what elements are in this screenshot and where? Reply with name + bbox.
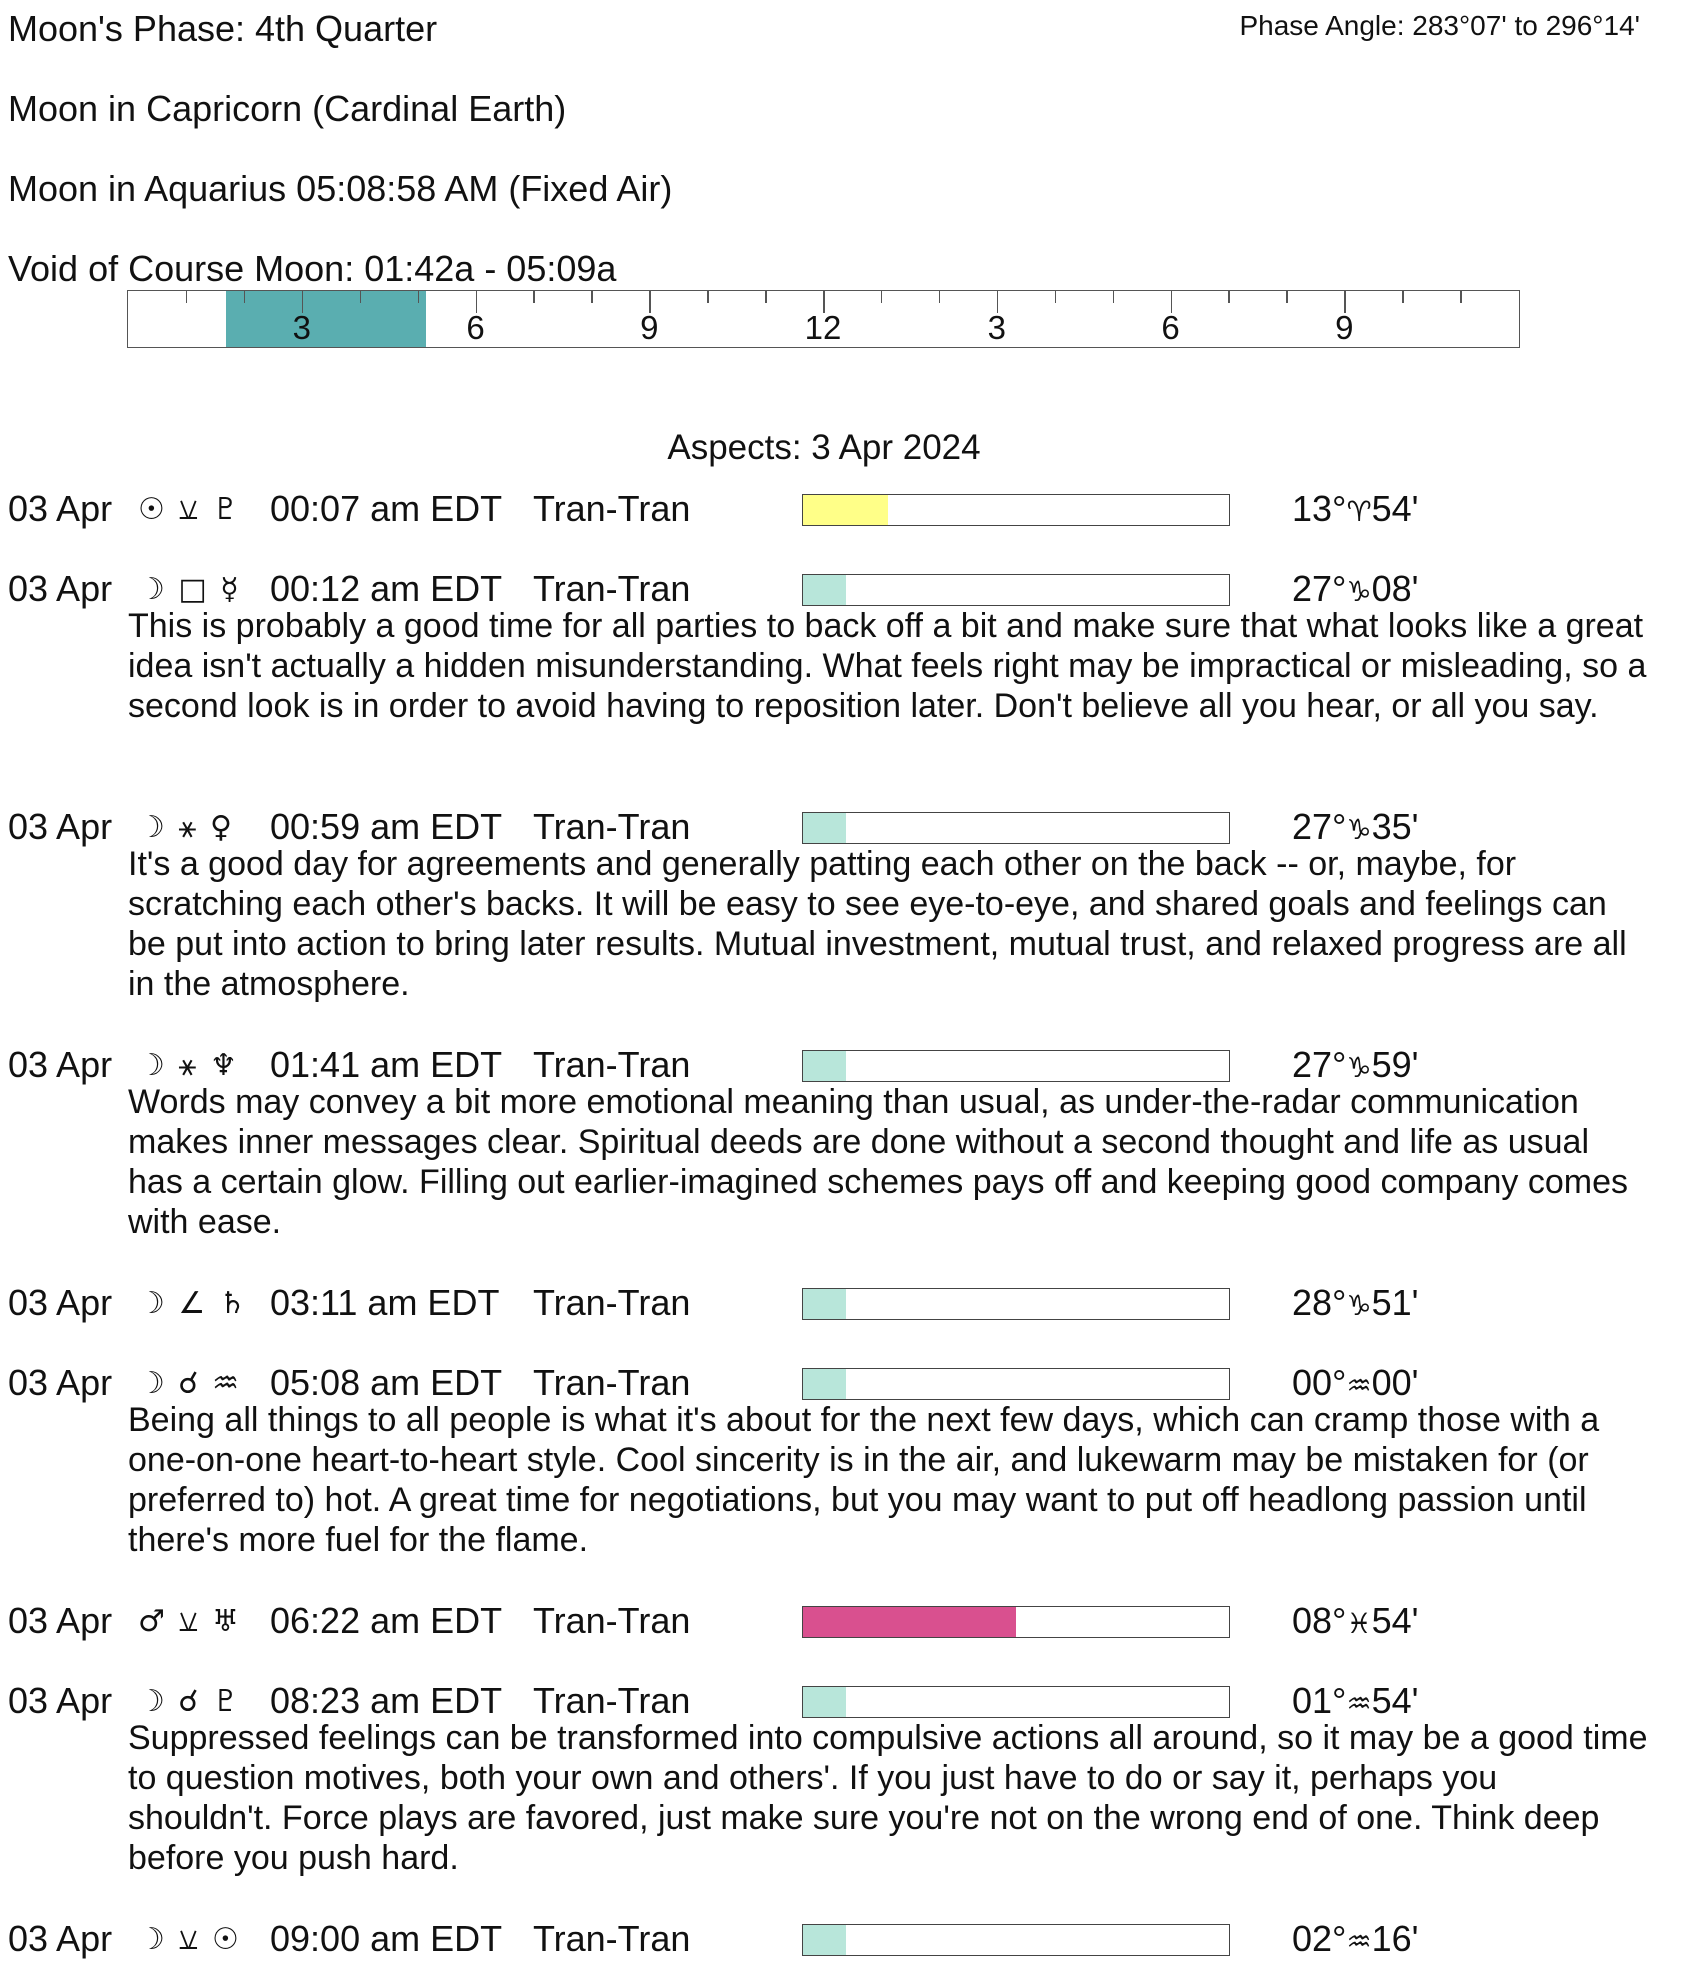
aspect-time: 00:59 am EDT: [270, 806, 503, 847]
aspect-strength-fill: [803, 1051, 846, 1081]
position-minutes: 54': [1371, 1680, 1419, 1721]
timeline-tick: [186, 291, 188, 303]
aspect-glyphs-icon: ☉ ⚺ ♇: [138, 492, 241, 527]
aspect-description: Being all things to all people is what it's about for the next few days, which can cramp those with a one-on-one heart-to-heart style. Cool sincerity is in the air, and lukewarm may be mistaken for (or preferred to) hot. A great time for negotiations, but you may want to put off headlong passion until there's more fuel for the flame.: [128, 1401, 1600, 1559]
aspect-date: 03 Apr: [8, 1044, 113, 1085]
aspect-type: Tran-Tran: [533, 1044, 691, 1085]
zodiac-sign-icon: ♈: [1346, 495, 1372, 528]
aspect-glyphs-icon: ♂ ⚺ ♅: [138, 1604, 241, 1639]
zodiac-sign-icon: ♑: [1346, 1051, 1372, 1084]
aspect-date: 03 Apr: [8, 1362, 113, 1403]
aspect-type: Tran-Tran: [533, 1680, 691, 1721]
timeline-hour-label: 3: [987, 309, 1006, 346]
aspect-strength-fill: [803, 1369, 846, 1399]
zodiac-sign-icon: ♒: [1346, 1925, 1372, 1958]
aspect-time: 08:23 am EDT: [270, 1680, 503, 1721]
position-degrees: 27°: [1292, 806, 1347, 847]
aspect-date: 03 Apr: [8, 1600, 113, 1641]
aspect-strength-bar: [802, 574, 1230, 606]
position-degrees: 00°: [1292, 1362, 1347, 1403]
aspect-glyphs-icon: ☽ □ ☿: [138, 572, 241, 607]
aspect-time: 00:07 am EDT: [270, 488, 503, 529]
aspect-date: 03 Apr: [8, 488, 113, 529]
position-minutes: 35': [1371, 806, 1419, 847]
aspect-time: 00:12 am EDT: [270, 568, 503, 609]
timeline-tick: [1055, 291, 1057, 303]
position-degrees: 27°: [1292, 568, 1347, 609]
zodiac-sign-icon: ♒: [1346, 1687, 1372, 1720]
timeline-tick: [1460, 291, 1462, 303]
aspect-strength-bar: [802, 1686, 1230, 1718]
void-of-course: Void of Course Moon: 01:42a - 05:09a: [8, 248, 617, 289]
timeline-tick: [939, 291, 941, 303]
aspect-row: [0, 1918, 1682, 1962]
aspect-glyphs-icon: ☽ ☌ ♇: [138, 1684, 242, 1719]
aspect-position: [1292, 1362, 1418, 1404]
day-timeline: [127, 290, 1520, 348]
aspect-row: [0, 1600, 1682, 1644]
timeline-hour-label: 6: [466, 309, 485, 346]
aspect-type: Tran-Tran: [533, 1282, 691, 1323]
timeline-tick: [1402, 291, 1404, 303]
aspects-title: Aspects: 3 Apr 2024: [667, 428, 981, 467]
moon-sign-capricorn: Moon in Capricorn (Cardinal Earth): [8, 88, 567, 129]
aspect-type: Tran-Tran: [533, 568, 691, 609]
moon-sign-aquarius: Moon in Aquarius 05:08:58 AM (Fixed Air): [8, 168, 673, 209]
position-minutes: 54': [1371, 488, 1419, 529]
timeline-hour-label: 3: [292, 309, 311, 346]
timeline-hour-label: 9: [640, 309, 659, 346]
void-of-course-span: [226, 291, 426, 347]
aspect-description: Suppressed feelings can be transformed into compulsive actions all around, so it may be a good time to question motives, both your own and others'. If you just have to do or say it, perhaps you shouldn't. Force plays are favored, just make sure you're not on the wrong end of one. Think deep before you push hard.: [128, 1719, 1648, 1877]
aspect-glyphs-icon: ☽ ⚹ ♀: [138, 810, 234, 845]
aspect-strength-bar: [802, 1368, 1230, 1400]
position-degrees: 27°: [1292, 1044, 1347, 1085]
position-minutes: 51': [1371, 1282, 1419, 1323]
position-degrees: 28°: [1292, 1282, 1347, 1323]
aspect-type: Tran-Tran: [533, 1600, 691, 1641]
aspect-strength-bar: [802, 1606, 1230, 1638]
aspect-type: Tran-Tran: [533, 806, 691, 847]
position-minutes: 08': [1371, 568, 1419, 609]
timeline-tick: [707, 291, 709, 303]
aspect-strength-fill: [803, 1687, 846, 1717]
aspect-strength-bar: [802, 494, 1230, 526]
timeline-hour-label: 12: [804, 309, 842, 346]
aspect-strength-fill: [803, 813, 846, 843]
aspect-date: 03 Apr: [8, 1680, 113, 1721]
timeline-tick: [533, 291, 535, 303]
zodiac-sign-icon: ♑: [1346, 575, 1372, 608]
timeline-tick: [591, 291, 593, 303]
aspect-position: [1292, 1918, 1418, 1960]
aspect-glyphs-icon: ☽ ☌ ♒: [138, 1366, 242, 1401]
aspect-type: Tran-Tran: [533, 1918, 691, 1959]
aspect-position: [1292, 1600, 1418, 1642]
aspect-description: It's a good day for agreements and generally patting each other on the back -- or, maybe, for scratching each other's backs. It will be easy to see eye-to-eye, and shared goals and feelings can be put into action to bring later results. Mutual investment, mutual trust, and relaxed progress are all in the atmosphere.: [128, 845, 1627, 1003]
position-degrees: 08°: [1292, 1600, 1347, 1641]
aspect-position: [1292, 568, 1418, 610]
aspect-position: [1292, 1044, 1418, 1086]
timeline-tick: [1113, 291, 1115, 303]
aspect-strength-fill: [803, 575, 846, 605]
aspect-strength-bar: [802, 812, 1230, 844]
aspect-description: Words may convey a bit more emotional meaning than usual, as under-the-radar communication makes inner messages clear. Spiritual deeds are done without a second thought and life as usual has a certain glow. Filling out earlier-imagined schemes pays off and keeping good company comes with ease.: [128, 1083, 1628, 1241]
zodiac-sign-icon: ♑: [1346, 813, 1372, 846]
aspect-description: This is probably a good time for all parties to back off a bit and make sure that what looks like a great idea isn't actually a hidden misunderstanding. What feels right may be impractical or misleading, so a second look is in order to avoid having to reposition later. Don't believe all you hear, or all you say.: [128, 607, 1647, 725]
aspect-date: 03 Apr: [8, 806, 113, 847]
timeline-tick: [1228, 291, 1230, 303]
aspect-strength-bar: [802, 1050, 1230, 1082]
aspect-position: [1292, 488, 1418, 530]
aspect-time: 01:41 am EDT: [270, 1044, 503, 1085]
aspect-strength-bar: [802, 1924, 1230, 1956]
aspect-strength-fill: [803, 495, 888, 525]
zodiac-sign-icon: ♑: [1346, 1289, 1372, 1322]
timeline-tick: [1286, 291, 1288, 303]
timeline-tick: [765, 291, 767, 303]
aspect-strength-bar: [802, 1288, 1230, 1320]
timeline-hour-label: 6: [1161, 309, 1180, 346]
aspect-row: [0, 1282, 1682, 1326]
aspect-glyphs-icon: ☽ ⚹ ♆: [138, 1048, 239, 1083]
aspect-position: [1292, 1680, 1418, 1722]
timeline-tick: [360, 291, 362, 303]
aspect-type: Tran-Tran: [533, 488, 691, 529]
timeline-tick: [881, 291, 883, 303]
position-minutes: 00': [1371, 1362, 1419, 1403]
aspect-position: [1292, 1282, 1418, 1324]
aspect-glyphs-icon: ☽ ∠ ♄: [138, 1286, 248, 1321]
position-minutes: 16': [1371, 1918, 1419, 1959]
aspect-date: 03 Apr: [8, 568, 113, 609]
position-degrees: 13°: [1292, 488, 1347, 529]
phase-angle: Phase Angle: 283°07' to 296°14': [1239, 10, 1640, 41]
position-degrees: 01°: [1292, 1680, 1347, 1721]
zodiac-sign-icon: ♓: [1346, 1607, 1372, 1640]
aspect-position: [1292, 806, 1418, 848]
position-minutes: 54': [1371, 1600, 1419, 1641]
aspect-row: [0, 488, 1682, 532]
aspect-time: 09:00 am EDT: [270, 1918, 503, 1959]
position-degrees: 02°: [1292, 1918, 1347, 1959]
aspect-strength-fill: [803, 1607, 1016, 1637]
aspect-time: 03:11 am EDT: [270, 1282, 500, 1323]
aspect-strength-fill: [803, 1925, 846, 1955]
timeline-tick: [244, 291, 246, 303]
timeline-hour-label: 9: [1335, 309, 1354, 346]
aspect-date: 03 Apr: [8, 1918, 113, 1959]
aspect-time: 05:08 am EDT: [270, 1362, 503, 1403]
moon-phase: Moon's Phase: 4th Quarter: [8, 8, 438, 49]
aspect-strength-fill: [803, 1289, 846, 1319]
aspect-glyphs-icon: ☽ ⚺ ☉: [138, 1922, 241, 1957]
position-minutes: 59': [1371, 1044, 1419, 1085]
aspect-type: Tran-Tran: [533, 1362, 691, 1403]
timeline-tick: [418, 291, 420, 303]
aspect-date: 03 Apr: [8, 1282, 113, 1323]
zodiac-sign-icon: ♒: [1346, 1369, 1372, 1402]
aspect-time: 06:22 am EDT: [270, 1600, 503, 1641]
